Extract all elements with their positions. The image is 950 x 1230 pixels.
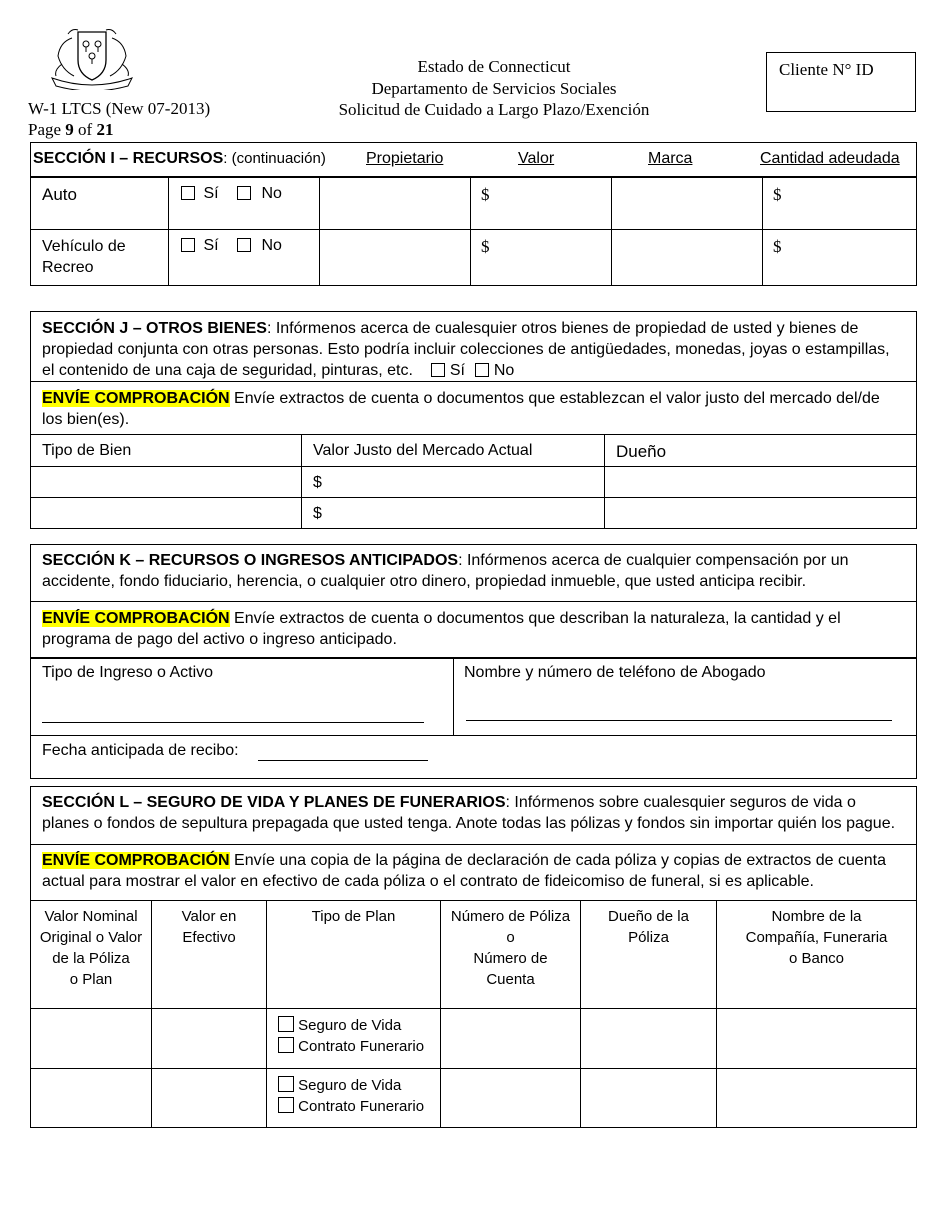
col-cash-value-line1: Valor en — [181, 908, 237, 925]
col-face-value — [31, 906, 151, 990]
section-i-heading — [33, 150, 326, 168]
row1-life-label: Seguro de Vida — [298, 1017, 402, 1034]
row1-life-checkbox[interactable] — [278, 1016, 294, 1032]
j-yes-checkbox[interactable] — [431, 363, 445, 377]
col-policy-number-line3: Número de — [473, 950, 548, 967]
title-application: Solicitud de Cuidado a Largo Plazo/Exención — [338, 100, 650, 119]
client-id-box[interactable] — [766, 52, 916, 112]
row2-life-checkbox[interactable] — [278, 1076, 294, 1092]
col-policy-owner — [581, 906, 716, 948]
j-row2-dollar: $ — [313, 505, 322, 522]
col-value-header: Valor — [518, 150, 555, 167]
section-k-intro — [42, 550, 902, 592]
section-l-proof — [42, 850, 907, 892]
rv-owed-dollar: $ — [773, 237, 782, 256]
row2-funeral-label: Contrato Funerario — [298, 1098, 425, 1115]
col-plan-type-line1: Tipo de Plan — [311, 908, 396, 925]
row2-life-option[interactable] — [278, 1075, 401, 1096]
col-company-name — [717, 906, 916, 969]
section-j-proof-label: ENVÍE COMPROBACIÓN — [42, 390, 230, 407]
income-type-label: Tipo de Ingreso o Activo — [42, 664, 214, 681]
page-total: 21 — [96, 120, 114, 139]
expected-date-label: Fecha anticipada de recibo: — [42, 742, 239, 759]
title-state: Estado de Connecticut — [417, 57, 571, 76]
auto-no-label: No — [261, 185, 282, 202]
section-i-subtitle: : (continuación) — [223, 150, 326, 167]
section-k-title: SECCIÓN K – RECURSOS O INGRESOS ANTICIPADOS — [42, 552, 459, 569]
section-i-title: SECCIÓN I – RECURSOS — [33, 150, 224, 167]
section-l-title: SECCIÓN L – SEGURO DE VIDA Y PLANES DE FUNERARIOS — [42, 794, 506, 811]
col-face-value-line2: Original o Valor — [39, 929, 143, 946]
row1-funeral-checkbox[interactable] — [278, 1037, 294, 1053]
col-policy-number-line2: o — [506, 929, 515, 946]
page-of: of — [78, 120, 93, 139]
col-face-value-line4: o Plan — [69, 971, 113, 988]
col-policy-owner-line2: Póliza — [628, 929, 669, 946]
col-cash-value-line2: Efectivo — [182, 929, 236, 946]
rv-no-option[interactable] — [237, 237, 282, 255]
section-j-proof — [42, 388, 902, 430]
auto-yes-option[interactable] — [181, 185, 219, 203]
col-policy-owner-line1: Dueño de la — [608, 908, 689, 925]
section-k-proof-label: ENVÍE COMPROBACIÓN — [42, 610, 230, 627]
row1-funeral-option[interactable] — [278, 1036, 424, 1057]
col-owed-header: Cantidad adeudada — [760, 150, 900, 167]
section-k-proof — [42, 608, 902, 650]
col-company-name-line2: Compañía, Funeraria — [745, 929, 888, 946]
col-plan-type — [267, 906, 440, 927]
state-seal-icon — [44, 24, 140, 90]
title-department: Departamento de Servicios Sociales — [371, 78, 617, 98]
col-company-name-line3: o Banco — [788, 950, 845, 967]
section-k-text: : Infórmenos acerca de cualquier compensación por un accidente, fondo fiduciario, herencia, o cualquier otro dinero, propiedad inmueble, que usted anticipa recibir. — [42, 552, 849, 590]
row2-life-label: Seguro de Vida — [298, 1077, 402, 1094]
auto-yes-label: Sí — [203, 185, 219, 202]
rv-yes-checkbox[interactable] — [181, 238, 195, 252]
col-asset-type: Tipo de Bien — [42, 442, 132, 459]
col-brand-header: Marca — [648, 150, 693, 167]
document-title — [300, 56, 688, 121]
rv-no-checkbox[interactable] — [237, 238, 251, 252]
col-cash-value — [152, 906, 266, 948]
rv-yes-label: Sí — [203, 237, 219, 254]
client-id-label: Cliente N° ID — [779, 60, 874, 79]
page-word: Page — [28, 120, 62, 139]
j-yes-option[interactable] — [431, 362, 465, 379]
section-l-proof-label: ENVÍE COMPROBACIÓN — [42, 852, 230, 869]
auto-owed-dollar: $ — [773, 185, 782, 204]
row-auto-label: Auto — [42, 185, 77, 204]
rv-yes-option[interactable] — [181, 237, 219, 255]
j-no-option[interactable] — [475, 362, 514, 379]
col-face-value-line1: Valor Nominal — [44, 908, 138, 925]
form-code: W-1 LTCS (New 07-2013) — [28, 99, 211, 118]
section-j-text: : Infórmenos acerca de cualesquier otros bienes de propiedad de usted y bienes de propiedad conjunta con otras personas. Esto podría incluir colecciones de antigüedades, monedas, joyas o estampillas, el contenido de una caja de seguridad, pinturas, etc. — [42, 320, 890, 379]
lawyer-line[interactable] — [466, 720, 892, 721]
rv-value-dollar: $ — [481, 237, 490, 256]
row1-funeral-label: Contrato Funerario — [298, 1038, 425, 1055]
section-l-proof-text: Envíe una copia de la página de declaración de cada póliza y copias de extractos de cuenta actual para mostrar el valor en efectivo de cada póliza o el contrato de fideicomiso de funeral, si es aplicable. — [42, 852, 887, 890]
col-policy-number-line4: Cuenta — [486, 971, 535, 988]
col-owner-header: Propietario — [366, 150, 444, 167]
section-j-intro — [42, 318, 902, 381]
section-l-intro — [42, 792, 907, 834]
j-yes-label: Sí — [449, 362, 465, 379]
col-policy-number — [441, 906, 580, 990]
section-j-proof-text: Envíe extractos de cuenta o documentos que establezcan el valor justo del mercado del/de los bien(es). — [42, 390, 880, 428]
row1-life-option[interactable] — [278, 1015, 401, 1036]
row2-funeral-checkbox[interactable] — [278, 1097, 294, 1113]
col-fair-value: Valor Justo del Mercado Actual — [313, 442, 533, 459]
col-face-value-line3: de la Póliza — [52, 950, 130, 967]
j-row1-dollar: $ — [313, 474, 322, 491]
auto-yes-checkbox[interactable] — [181, 186, 195, 200]
row2-funeral-option[interactable] — [278, 1096, 424, 1117]
col-asset-owner: Dueño — [616, 442, 667, 461]
auto-no-checkbox[interactable] — [237, 186, 251, 200]
page-current: 9 — [65, 120, 74, 139]
auto-value-dollar: $ — [481, 185, 490, 204]
section-l-text: : Infórmenos sobre cualesquier seguros de vida o planes o fondos de sepultura prepagada que usted tenga. Anote todas las pólizas y fondos sin importar quién los pague. — [42, 794, 896, 832]
j-no-checkbox[interactable] — [475, 363, 489, 377]
col-policy-number-line1: Número de Póliza — [450, 908, 571, 925]
section-j-title: SECCIÓN J – OTROS BIENES — [42, 320, 267, 337]
page-number — [28, 120, 113, 140]
j-no-label: No — [493, 362, 515, 379]
row-rv-label: Vehículo de Recreo — [42, 238, 126, 276]
auto-no-option[interactable] — [237, 185, 282, 203]
lawyer-label: Nombre y número de teléfono de Abogado — [464, 664, 766, 681]
income-type-line[interactable] — [42, 722, 424, 723]
section-k-proof-text: Envíe extractos de cuenta o documentos que describan la naturaleza, la cantidad y el programa de pago del activo o ingreso anticipado. — [42, 610, 841, 648]
col-company-name-line1: Nombre de la — [771, 908, 862, 925]
rv-no-label: No — [261, 237, 282, 254]
expected-date-line[interactable] — [258, 760, 428, 761]
